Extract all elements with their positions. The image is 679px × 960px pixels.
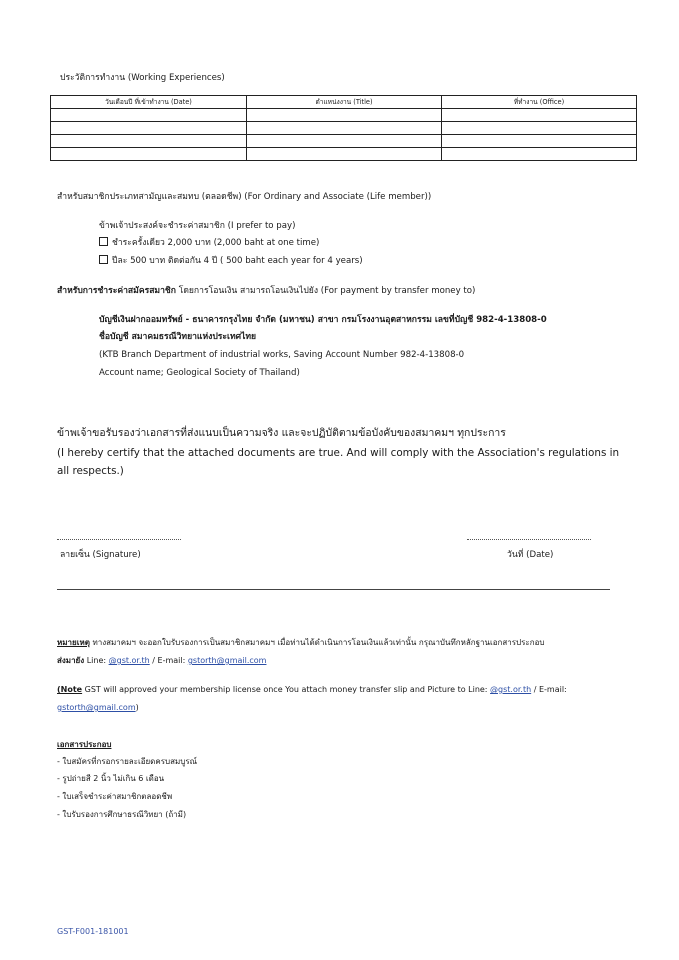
- note-english-close: ): [135, 703, 139, 712]
- payment-preference-label: ข้าพเจ้าประสงค์จะชำระค่าสมาชิก (I prefer to pay): [99, 221, 296, 231]
- option-one-time-label: ชำระครั้งเดียว 2,000 บาท (2,000 baht at one time): [112, 238, 320, 248]
- table-cell[interactable]: [442, 148, 637, 161]
- payment-heading-bold: สำหรับการชำระค่าสมัครสมาชิก: [57, 286, 176, 296]
- payment-option-yearly: [99, 255, 363, 267]
- date-label: วันที่ (Date): [507, 550, 554, 560]
- section-divider: [57, 589, 610, 590]
- certify-english: (I hereby certify that the attached documents are true. And will comply with the Association's regulations in all respects.): [57, 447, 620, 477]
- send-to-label: ส่งมายัง: [57, 656, 85, 665]
- email-link[interactable]: gstorth@gmail.com: [57, 703, 136, 712]
- note-english: [57, 684, 627, 695]
- checkbox-yearly[interactable]: [99, 255, 108, 264]
- table-header-row: [51, 96, 637, 109]
- table-row: [51, 135, 637, 148]
- account-name-english: Account name; Geological Society of Thailand): [99, 368, 300, 378]
- option-yearly-label: ปีละ 500 บาท ติดต่อกัน 4 ปี ( 500 baht each year for 4 years): [112, 256, 363, 266]
- table-cell[interactable]: [442, 135, 637, 148]
- note-thai-contact: [57, 655, 266, 666]
- table-cell[interactable]: [51, 109, 247, 122]
- table-cell[interactable]: [247, 148, 442, 161]
- list-item: - ใบเสร็จชำระค่าสมาชิกตลอดชีพ: [57, 792, 173, 801]
- line-id-link[interactable]: @gst.or.th: [490, 685, 532, 694]
- bank-account-english: (KTB Branch Department of industrial works, Saving Account Number 982-4-13808-0: [99, 350, 465, 360]
- table-cell[interactable]: [442, 109, 637, 122]
- table-cell[interactable]: [51, 122, 247, 135]
- signature-dotted-line[interactable]: [57, 539, 181, 540]
- note-thai-label: หมายเหตุ: [57, 638, 90, 647]
- signature-label: ลายเซ็น (Signature): [60, 550, 141, 560]
- note-thai: [57, 637, 637, 648]
- table-cell[interactable]: [442, 122, 637, 135]
- account-name-thai: ชื่อบัญชี สมาคมธรณีวิทยาแห่งประเทศไทย: [99, 332, 257, 342]
- table-cell[interactable]: [247, 135, 442, 148]
- membership-heading: สำหรับสมาชิกประเภทสามัญและสมทบ (ตลอดชีพ) (For Ordinary and Associate (Life member)): [57, 192, 432, 202]
- column-header-title: ตำแหน่งงาน (Title): [247, 96, 442, 109]
- column-header-office: ที่ทำงาน (Office): [442, 96, 637, 109]
- line-prefix: Line:: [84, 656, 109, 665]
- list-item: - ใบรับรองการศึกษาธรณีวิทยา (ถ้ามี): [57, 810, 187, 819]
- table-cell[interactable]: [51, 135, 247, 148]
- email-prefix: / E-mail:: [149, 656, 188, 665]
- payment-heading-rest: โดยการโอนเงิน สามารถโอนเงินไปยัง (For payment by transfer money to): [175, 286, 476, 296]
- payment-heading: [57, 285, 475, 297]
- list-item: - ใบสมัครที่กรอกรายละเอียดครบสมบูรณ์: [57, 757, 198, 766]
- email-prefix: / E-mail:: [531, 685, 567, 694]
- date-dotted-line[interactable]: [467, 539, 591, 540]
- table-row: [51, 148, 637, 161]
- table-cell[interactable]: [247, 122, 442, 135]
- documents-heading: เอกสารประกอบ: [57, 740, 112, 749]
- table-row: [51, 122, 637, 135]
- certify-thai: ข้าพเจ้าขอรับรองว่าเอกสารที่ส่งแนบเป็นความจริง และจะปฏิบัติตามข้อบังคับของสมาคมฯ ทุกประการ: [57, 427, 506, 439]
- table-cell[interactable]: [51, 148, 247, 161]
- work-experience-table: [50, 95, 637, 161]
- column-header-date: วันเดือนปี ที่เข้าทำงาน (Date): [51, 96, 247, 109]
- bank-account-line: บัญชีเงินฝากออมทรัพย์ - ธนาคารกรุงไทย จำกัด (มหาชน) สาขา กรมโรงงานอุตสาหกรรม เลขที่บัญชี 982-4-13808-0: [99, 315, 547, 325]
- checkbox-one-time[interactable]: [99, 237, 108, 246]
- table-cell[interactable]: [247, 109, 442, 122]
- table-row: [51, 109, 637, 122]
- form-code: GST-F001-181001: [57, 927, 129, 936]
- note-thai-text: ทางสมาคมฯ จะออกใบรับรองการเป็นสมาชิกสมาคมฯ เมื่อท่านได้ดำเนินการโอนเงินแล้วเท่านั้น กรุณาบันทึกหลักฐานเอกสารประกอบ: [89, 638, 545, 647]
- email-link[interactable]: gstorth@gmail.com: [187, 656, 267, 665]
- note-english-email: [57, 702, 139, 713]
- line-id-link[interactable]: @gst.or.th: [108, 656, 150, 665]
- note-english-label: (Note: [57, 685, 83, 694]
- payment-option-one-time: [99, 237, 319, 249]
- list-item: - รูปถ่ายสี 2 นิ้ว ไม่เกิน 6 เดือน: [57, 774, 165, 783]
- note-english-text: GST will approved your membership license once You attach money transfer slip and Picture to Line:: [82, 685, 491, 694]
- work-section-title: ประวัติการทำงาน (Working Experiences): [60, 73, 225, 83]
